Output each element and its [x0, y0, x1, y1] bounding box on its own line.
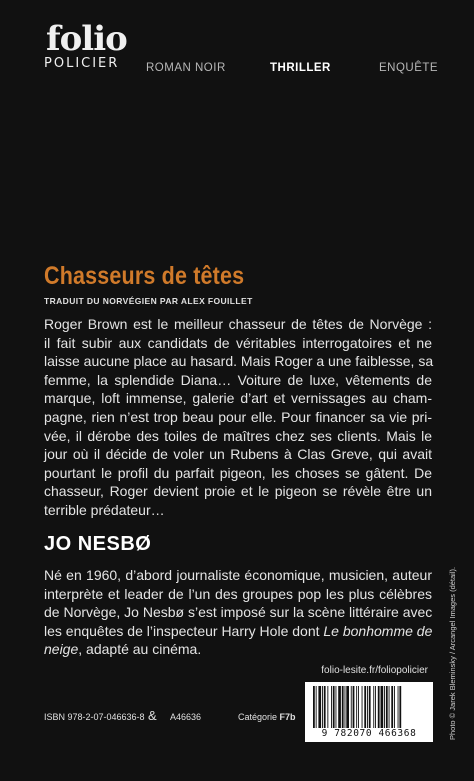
summary-line: chasseur, Roger devient proie et le pigeon se révèle être un — [44, 483, 432, 500]
barcode-bar — [338, 686, 341, 728]
bio-line: interprète et leader de l’un des groupes pop les plus célèbres — [44, 585, 432, 602]
barcode-bar — [324, 686, 326, 728]
bio-line-with-title — [44, 622, 432, 641]
summary-line: pagne, rien n’est trop beau pour elle. Pour financer sa vie pri- — [44, 408, 432, 425]
bio-end: , adapté au cinéma. — [78, 641, 202, 658]
photo-credit: Photo © Jarek Bleminsky / Arcangel Images (détail). — [448, 566, 457, 740]
book-summary — [44, 315, 432, 520]
reference-code: A46636 — [170, 712, 202, 722]
translator-credit: TRADUIT DU NORVÉGIEN PAR ALEX FOUILLET — [44, 296, 253, 306]
barcode-bar — [389, 686, 390, 728]
barcode-bar — [345, 686, 346, 728]
barcode-bar — [398, 686, 399, 728]
genre-thriller: THRILLER — [270, 62, 331, 74]
barcode-bar — [318, 686, 321, 728]
brand-name: folio — [46, 19, 127, 59]
barcode-bar — [362, 686, 363, 728]
bio-line: de Norvège, Jo Nesbø s’est imposé sur la scène littéraire avec — [44, 604, 433, 621]
summary-line: jour où il décide de voler un Rubens à Clas Greve, qui avait — [44, 446, 432, 463]
summary-line: vée, il dérobe des toiles de maîtres chez ses clients. Mais le — [44, 427, 432, 444]
summary-line: marque, loft immense, galerie d’art et vernissages au cham- — [44, 390, 432, 407]
barcode-bar — [369, 686, 371, 728]
barcode-bars — [313, 686, 425, 728]
barcode-bar — [373, 686, 374, 728]
category-label: Catégorie — [238, 712, 278, 722]
summary-line: pourtant le profil du parfait pigeon, les choses se gâtent. De — [44, 464, 432, 481]
bio-book-title-end: neige — [44, 641, 79, 658]
barcode-bar — [356, 686, 357, 728]
summary-line: il fait subir aux candidats de véritables interrogatoires et ne — [44, 334, 432, 351]
barcode-bar — [342, 686, 344, 728]
barcode-bar — [358, 686, 359, 728]
barcode-bar — [346, 686, 349, 728]
bio-book-title: Le bonhomme de — [323, 622, 433, 639]
summary-line: terrible prédateur… — [44, 501, 165, 518]
ampersand-icon: & — [148, 708, 157, 723]
barcode-bar — [384, 686, 385, 728]
barcode-bar — [322, 686, 323, 728]
barcode-bar — [351, 686, 352, 728]
summary-line: laisse aucune place au hasard. Mais Roger a une faiblesse, sa — [44, 353, 434, 370]
barcode-bar — [353, 686, 355, 728]
author-bio — [44, 566, 432, 659]
collection-name: POLICIER — [44, 56, 120, 71]
book-title: Chasseurs de têtes — [44, 262, 245, 290]
summary-line: Roger Brown est le meilleur chasseur de têtes de Norvège : — [44, 316, 432, 332]
author-name: JO NESBØ — [44, 533, 152, 555]
price-category — [238, 712, 296, 722]
barcode-bar — [327, 686, 328, 728]
barcode-bar — [331, 686, 332, 728]
barcode — [305, 682, 433, 742]
barcode-bar — [375, 686, 376, 728]
genre-list — [146, 62, 439, 78]
barcode-bar — [399, 686, 401, 728]
barcode-bar — [381, 686, 384, 728]
website-url: folio-lesite.fr/foliopolicier — [321, 665, 428, 676]
barcode-bar — [394, 686, 395, 728]
isbn: ISBN 978-2-07-046636-8 — [44, 712, 145, 722]
bio-line: Né en 1960, d’abord journaliste économique, musicien, auteur — [44, 567, 432, 583]
barcode-bar — [333, 686, 335, 728]
barcode-bar — [316, 686, 317, 728]
barcode-bar — [336, 686, 337, 728]
folio-policier-logo — [44, 19, 127, 71]
barcode-bar — [367, 686, 368, 728]
summary-line: femme, la splendide Diana… Voiture de luxe, vêtements de — [44, 371, 432, 388]
barcode-bar — [378, 686, 380, 728]
barcode-bar — [364, 686, 366, 728]
barcode-bar — [386, 686, 388, 728]
genre-enquete: ENQUÊTE — [379, 62, 439, 74]
barcode-bar — [391, 686, 393, 728]
bio-last-line — [44, 640, 432, 659]
barcode-digits: 9 782070 466368 — [321, 728, 417, 739]
genre-roman-noir: ROMAN NOIR — [146, 62, 226, 74]
category-value: F7b — [279, 712, 296, 722]
bio-line: les enquêtes de l’inspecteur Harry Hole dont — [44, 622, 320, 639]
barcode-bar — [313, 686, 315, 728]
